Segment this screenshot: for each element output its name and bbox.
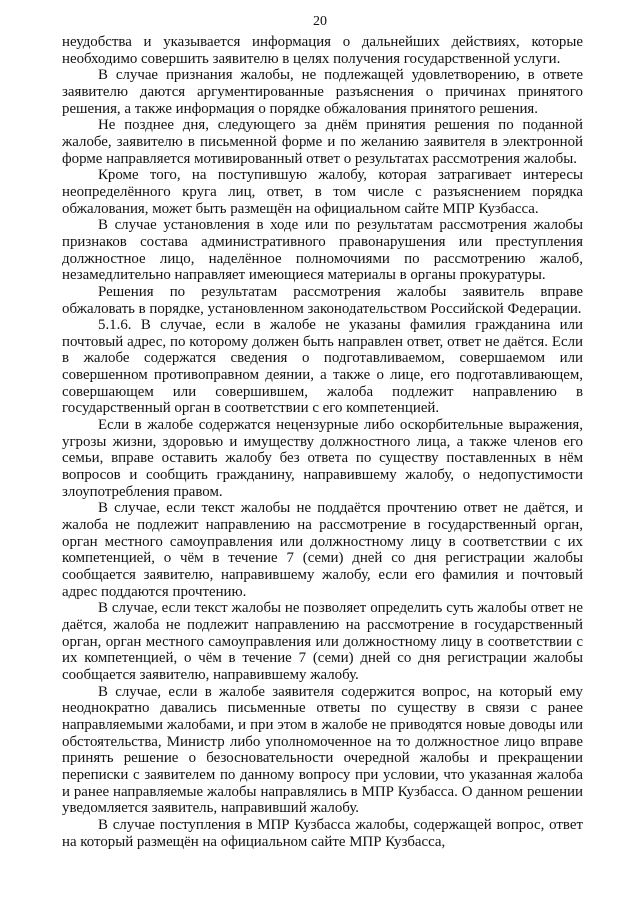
paragraph: В случае признания жалобы, не подлежащей удовлетворению, в ответе заявителю даются аргументированные разъяснения о причинах принятого решения, а также информация о порядке обжалования принятого решения. <box>62 67 583 117</box>
paragraph: Не позднее дня, следующего за днём принятия решения по поданной жалобе, заявителю в письменной форме и по желанию заявителя в электронной форме направляется мотивированный ответ о результатах рассмотрения жалобы. <box>62 117 583 167</box>
paragraph: В случае, если текст жалобы не поддаётся прочтению ответ не даётся, и жалоба не подлежит направлению на рассмотрение в государственный орган, орган местного самоуправления или должностному лицу в соответствии с их компетенцией, о чём в течение 7 (семи) дней со дня регистрации жалобы сообщается заявителю, направившему жалобу, если его фамилия и почтовый адрес поддаются прочтению. <box>62 500 583 600</box>
paragraph: неудобства и указывается информация о дальнейших действиях, которые необходимо совершить заявителю в целях получения государственной услуги. <box>62 34 583 67</box>
paragraph: 5.1.6. В случае, если в жалобе не указаны фамилия гражданина или почтовый адрес, по которому должен быть направлен ответ, ответ не даётся. Если в жалобе содержатся сведения о подготавливаемом, совершаемом или совершенном противоправном деянии, а также о лице, его подготавливающем, совершающем или совершившем, жалоба подлежит направлению в государственный орган в соответствии с его компетенцией. <box>62 317 583 417</box>
document-body <box>62 34 583 850</box>
paragraph: В случае, если в жалобе заявителя содержится вопрос, на который ему неоднократно давались письменные ответы по существу в связи с ранее направляемыми жалобами, и при этом в жалобе не приводятся новые доводы или обстоятельства, Министр либо уполномоченное на то должностное лицо вправе принять решение о безосновательности очередной жалобы и прекращении переписки с заявителем по данному вопросу при условии, что указанная жалоба и ранее направляемые жалобы направлялись в МПР Кузбасса. О данном решении уведомляется заявитель, направивший жалобу. <box>62 683 583 817</box>
paragraph: В случае поступления в МПР Кузбасса жалобы, содержащей вопрос, ответ на который размещён на официальном сайте МПР Кузбасса, <box>62 816 583 850</box>
paragraph: Кроме того, на поступившую жалобу, которая затрагивает интересы неопределённого круга лиц, ответ, в том числе с разъяснением порядка обжалования, может быть размещён на официальном сайте МПР Кузбасса. <box>62 167 583 217</box>
paragraph: В случае, если текст жалобы не позволяет определить суть жалобы ответ не даётся, жалоба не подлежит направлению на рассмотрение в государственный орган, орган местного самоуправления или должностному лицу в соответствии с их компетенцией, о чём в течение 7 (семи) дней со дня регистрации жалобы сообщается заявителю, направившему жалобу. <box>62 600 583 683</box>
page-number: 20 <box>313 14 327 29</box>
paragraph: Если в жалобе содержатся нецензурные либо оскорбительные выражения, угрозы жизни, здоровью и имуществу должностного лица, а также членов его семьи, вправе оставить жалобу без ответа по существу поставленных в нём вопросов и сообщить гражданину, направившему жалобу, о недопустимости злоупотребления правом. <box>62 417 583 500</box>
paragraph: В случае установления в ходе или по результатам рассмотрения жалобы признаков состава административного правонарушения или преступления должностное лицо, наделённое полномочиями по рассмотрению жалоб, незамедлительно направляет имеющиеся материалы в органы прокуратуры. <box>62 217 583 284</box>
paragraph: Решения по результатам рассмотрения жалобы заявитель вправе обжаловать в порядке, установленном законодательством Российской Федерации. <box>62 283 583 317</box>
